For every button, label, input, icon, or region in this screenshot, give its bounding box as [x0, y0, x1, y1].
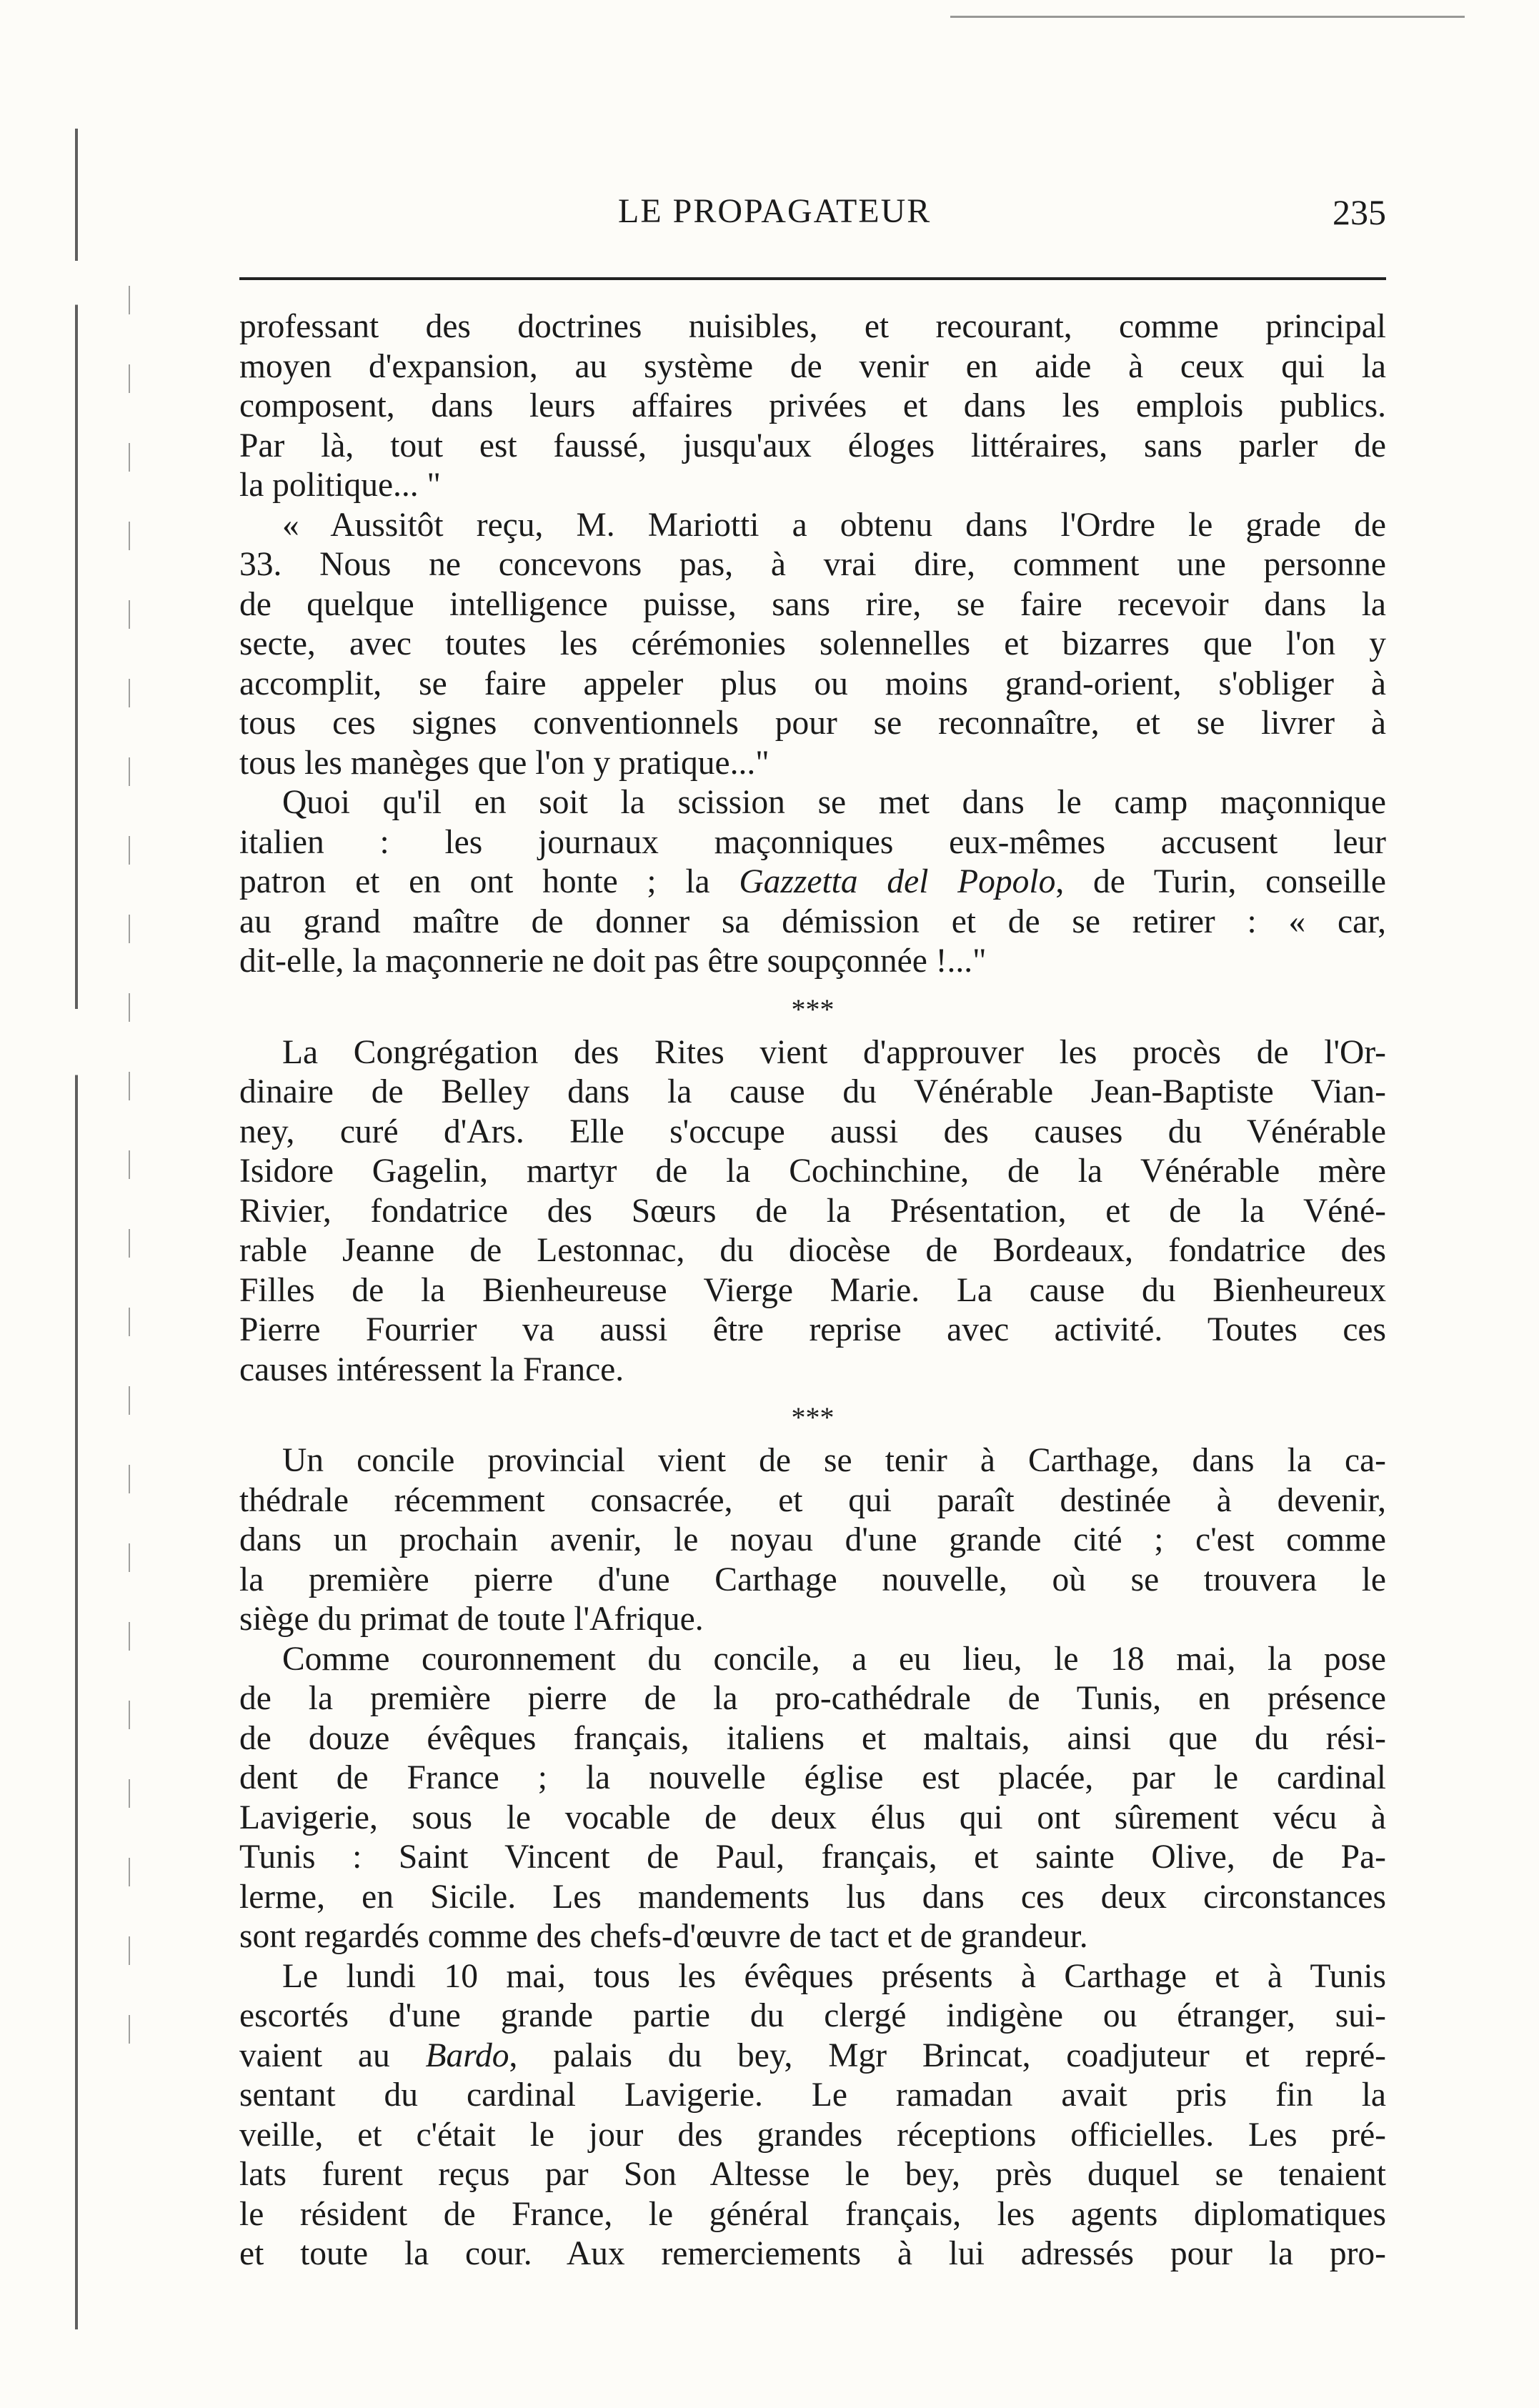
page-number: 235 [1333, 192, 1386, 232]
text-line: professant des doctrines nuisibles, et recourant, comme principal [239, 308, 1386, 345]
text-span: , palais du bey, Mgr Brincat, coadjuteur et repré- [509, 2036, 1387, 2074]
text-line: Quoi qu'il en soit la scission se met dans le camp maçonnique [282, 784, 1386, 821]
text-line: la première pierre d'une Carthage nouvelle, où se trouvera le [239, 1561, 1386, 1598]
header-rule [239, 277, 1386, 280]
text-line: Isidore Gagelin, martyr de la Cochinchine, de la Vénérable mère [239, 1153, 1386, 1190]
text-line: thédrale récemment consacrée, et qui paraît destinée à devenir, [239, 1481, 1386, 1519]
text-line: veille, et c'était le jour des grandes réceptions officielles. Les pré- [239, 2116, 1386, 2154]
text-line: La Congrégation des Rites vient d'approuver les procès de l'Or- [282, 1033, 1386, 1071]
text-line: dans un prochain avenir, le noyau d'une grande cité ; c'est comme [239, 1521, 1386, 1558]
paragraph [239, 1441, 1386, 1640]
text-line: au grand maître de donner sa démission et de se retirer : « car, [239, 902, 1386, 940]
text-line: « Aussitôt reçu, M. Mariotti a obtenu dans l'Ordre le grade de [282, 506, 1386, 544]
running-title: LE PROPAGATEUR [618, 192, 932, 230]
text-line: Filles de la Bienheureuse Vierge Marie. La cause du Bienheureux [239, 1271, 1386, 1309]
paragraph [239, 1033, 1386, 1390]
text-line: tous les manèges que l'on y pratique..." [239, 744, 770, 782]
text-line: Un concile provincial vient de se tenir à Carthage, dans la ca- [282, 1442, 1386, 1479]
paragraph [239, 307, 1386, 506]
text-line: escortés d'une grande partie du clergé indigène ou étranger, sui- [239, 1997, 1386, 2034]
top-edge-rule [950, 16, 1465, 18]
text-line: Tunis : Saint Vincent de Paul, français, et sainte Olive, de Pa- [239, 1839, 1386, 1876]
paragraph [239, 1640, 1386, 1957]
text-line: dit-elle, la maçonnerie ne doit pas être soupçonnée !..." [239, 942, 987, 980]
text-line: secte, avec toutes les cérémonies solennelles et bizarres que l'on y [239, 625, 1386, 662]
section-separator [239, 992, 1386, 1028]
text-span: vaient au [239, 2036, 390, 2074]
text-line: la politique... " [239, 467, 441, 504]
text-line: de la première pierre de la pro-cathédrale de Tunis, en présence [239, 1680, 1386, 1717]
binding-edge-secondary [129, 286, 130, 2072]
text-line: sentant du cardinal Lavigerie. Le ramadan avait pris fin la [239, 2076, 1386, 2114]
text-line: Rivier, fondatrice des Sœurs de la Présentation, et de la Véné- [239, 1192, 1386, 1230]
text-line: Le lundi 10 mai, tous les évêques présents à Carthage et à Tunis [282, 1957, 1386, 1995]
binding-edge [75, 129, 78, 2329]
text-line: causes intéressent la France. [239, 1350, 624, 1388]
text-line [239, 862, 1386, 902]
text-line: moyen d'expansion, au système de venir en aide à ceux qui la [239, 347, 1386, 385]
text-line: Par là, tout est faussé, jusqu'aux éloges littéraires, sans parler de [239, 427, 1386, 464]
text-line: Lavigerie, sous le vocable de deux élus qui ont sûrement vécu à [239, 1798, 1386, 1836]
text-line: rable Jeanne de Lestonnac, du diocèse de Bordeaux, fondatrice des [239, 1232, 1386, 1269]
text-line: et toute la cour. Aux remerciements à lui adressés pour la pro- [239, 2235, 1386, 2272]
text-line: siège du primat de toute l'Afrique. [239, 1601, 704, 1638]
body-text [239, 307, 1386, 2274]
section-separator [239, 1400, 1386, 1436]
paragraph [239, 783, 1386, 982]
text-line: ney, curé d'Ars. Elle s'occupe aussi des causes du Vénérable [239, 1113, 1386, 1150]
text-span: , de Turin, conseille [1055, 863, 1386, 900]
text-line: accomplit, se faire appeler plus ou moins grand-orient, s'obliger à [239, 665, 1386, 702]
text-line [239, 2036, 1386, 2076]
text-line: dent de France ; la nouvelle église est placée, par le cardinal [239, 1759, 1386, 1796]
text-line: italien : les journaux maçonniques eux-mêmes accusent leur [239, 823, 1386, 861]
text-line: Comme couronnement du concile, a eu lieu, le 18 mai, la pose [282, 1640, 1386, 1678]
asterism: *** [791, 1401, 835, 1433]
text-line: composent, dans leurs affaires privées et dans les emplois publics. [239, 387, 1386, 424]
place-name: Bardo [425, 2036, 509, 2074]
paragraph [239, 1957, 1386, 2274]
asterism: *** [791, 992, 835, 1025]
page-header [239, 191, 1386, 249]
paragraph [239, 506, 1386, 784]
text-line: de quelque intelligence puisse, sans rire, se faire recevoir dans la [239, 585, 1386, 623]
text-line: le résident de France, le général français, les agents diplomatiques [239, 2195, 1386, 2233]
text-line: Pierre Fourrier va aussi être reprise avec activité. Toutes ces [239, 1311, 1386, 1348]
text-line: 33. Nous ne concevons pas, à vrai dire, comment une personne [239, 546, 1386, 583]
text-line: dinaire de Belley dans la cause du Vénérable Jean-Baptiste Vian- [239, 1073, 1386, 1110]
text-line: de douze évêques français, italiens et maltais, ainsi que du rési- [239, 1719, 1386, 1757]
text-line: lerme, en Sicile. Les mandements lus dans ces deux circonstances [239, 1878, 1386, 1916]
text-span: patron et en ont honte ; la [239, 863, 710, 900]
text-line: lats furent reçus par Son Altesse le bey, près duquel se tenaient [239, 2156, 1386, 2193]
newspaper-title: Gazzetta del Popolo [739, 863, 1056, 900]
text-line: sont regardés comme des chefs-d'œuvre de tact et de grandeur. [239, 1918, 1088, 1955]
text-line: tous ces signes conventionnels pour se reconnaître, et se livrer à [239, 705, 1386, 742]
